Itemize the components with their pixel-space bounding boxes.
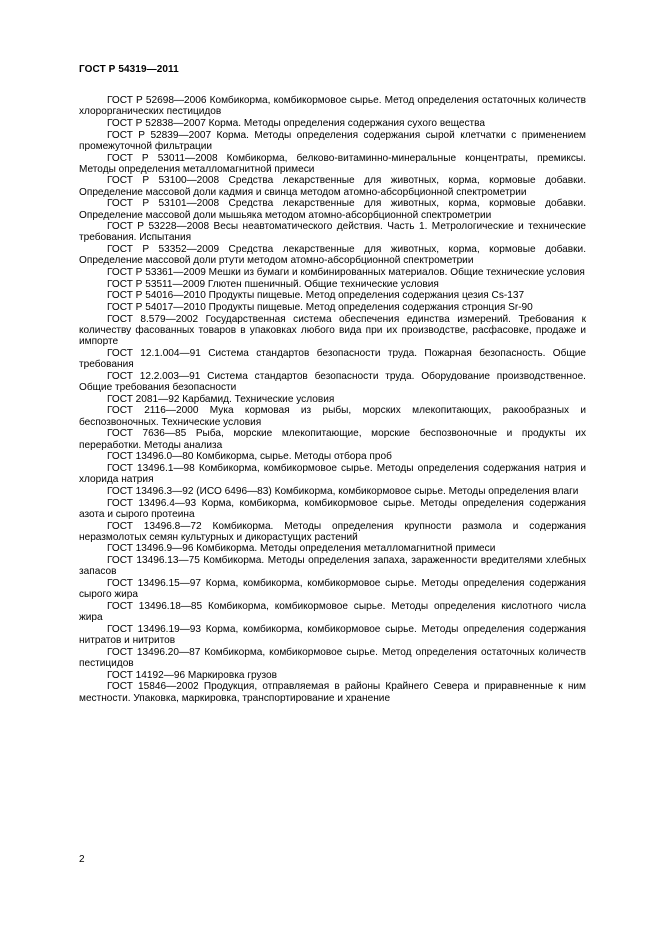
references-list [79,95,586,704]
page-number: 2 [79,854,85,865]
reference-entry: ГОСТ Р 52698—2006 Комбикорма, комбикормовое сырье. Метод определения остаточных количеств хлорорганических пестицидов [79,95,586,118]
reference-entry: ГОСТ 13496.4—93 Корма, комбикорма, комбикормовое сырье. Методы определения содержания азота и сырого протеина [79,497,586,520]
reference-entry: ГОСТ 13496.13—75 Комбикорма. Методы определения запаха, зараженности вредителями хлебных запасов [79,555,586,578]
reference-entry: ГОСТ 13496.20—87 Комбикорма, комбикормовое сырье. Метод определения остаточных количеств пестицидов [79,646,586,669]
reference-entry: ГОСТ Р 54016—2010 Продукты пищевые. Метод определения содержания цезия Cs-137 [107,290,525,302]
reference-entry: ГОСТ 2116—2000 Мука кормовая из рыбы, морских млекопитающих, ракообразных и беспозвоночных. Технические условия [79,405,586,428]
reference-entry: ГОСТ 12.1.004—91 Система стандартов безопасности труда. Пожарная безопасность. Общие требования [79,347,586,371]
reference-entry: ГОСТ Р 52838—2007 Корма. Методы определения содержания сухого вещества [107,117,486,129]
reference-entry: ГОСТ 7636—85 Рыба, морские млекопитающие, морские беспозвоночные и продукты их переработки. Методы анализа [79,428,586,451]
reference-entry: ГОСТ Р 53352—2009 Средства лекарственные для животных, корма, кормовые добавки. Определение массовой доли ртути методом атомно-абсорбционной спектрометрии [79,244,586,267]
reference-entry: ГОСТ Р 54017—2010 Продукты пищевые. Метод определения содержания стронция Sr-90 [107,302,533,314]
reference-entry: ГОСТ 8.579—2002 Государственная система обеспечения единства измерений. Требования к количеству фасованных товаров в упаковках любого вида при их производстве, расфасовке, продаже и импорте [79,313,586,348]
reference-entry: ГОСТ 13496.9—96 Комбикорма. Методы определения металломагнитной примеси [107,543,496,555]
reference-entry: ГОСТ Р 53100—2008 Средства лекарственные для животных, корма, кормовые добавки. Определение массовой доли кадмия и свинца методом атомно-абсорбционной спектрометрии [79,175,586,198]
reference-entry: ГОСТ Р 53228—2008 Весы неавтоматического действия. Часть 1. Метрологические и технические требования. Испытания [79,221,586,244]
reference-entry: ГОСТ 15846—2002 Продукция, отправляемая в районы Крайнего Севера и приравненные к ним местности. Упаковка, маркировка, транспортирование и хранение [79,681,586,704]
reference-entry: ГОСТ 13496.0—80 Комбикорма, сырье. Методы отбора проб [107,451,392,463]
reference-entry: ГОСТ 13496.18—85 Комбикорма, комбикормовое сырье. Методы определения кислотного числа жира [79,600,586,624]
reference-entry: ГОСТ Р 53101—2008 Средства лекарственные для животных, корма, кормовые добавки. Определение массовой доли мышьяка методом атомно-абсорбционной спектрометрии [79,198,586,221]
reference-entry: ГОСТ 2081—92 Карбамид. Технические условия [107,393,335,405]
reference-entry: ГОСТ Р 53361—2009 Мешки из бумаги и комбинированных материалов. Общие технические условия [107,267,585,279]
reference-entry: ГОСТ 13496.3—92 (ИСО 6496—83) Комбикорма, комбикормовое сырье. Методы определения влаги [107,485,579,497]
page-header-title: ГОСТ Р 54319—2011 [79,64,179,75]
reference-entry: ГОСТ Р 53011—2008 Комбикорма, белково-витаминно-минеральные концентраты, премиксы. Методы определения металломагнитной примеси [79,152,586,175]
reference-entry: ГОСТ 13496.19—93 Корма, комбикорма, комбикормовое сырье. Методы определения содержания нитратов и нитритов [79,623,586,647]
reference-entry: ГОСТ 14192—96 Маркировка грузов [107,669,278,681]
reference-entry: ГОСТ Р 53511—2009 Глютен пшеничный. Общие технические условия [107,278,439,290]
reference-entry: ГОСТ 12.2.003—91 Система стандартов безопасности труда. Оборудование производственное. Общие требования безопасности [79,370,586,394]
reference-entry: ГОСТ 13496.15—97 Корма, комбикорма, комбикормовое сырье. Методы определения содержания сырого жира [79,578,586,601]
reference-entry: ГОСТ Р 52839—2007 Корма. Методы определения содержания сырой клетчатки с применением промежуточной фильтрации [79,129,586,152]
reference-entry: ГОСТ 13496.1—98 Комбикорма, комбикормовое сырье. Методы определения содержания натрия и хлорида натрия [79,463,586,486]
reference-entry: ГОСТ 13496.8—72 Комбикорма. Методы определения крупности размола и содержания неразмолотых семян культурных и дикорастущих растений [79,520,586,543]
